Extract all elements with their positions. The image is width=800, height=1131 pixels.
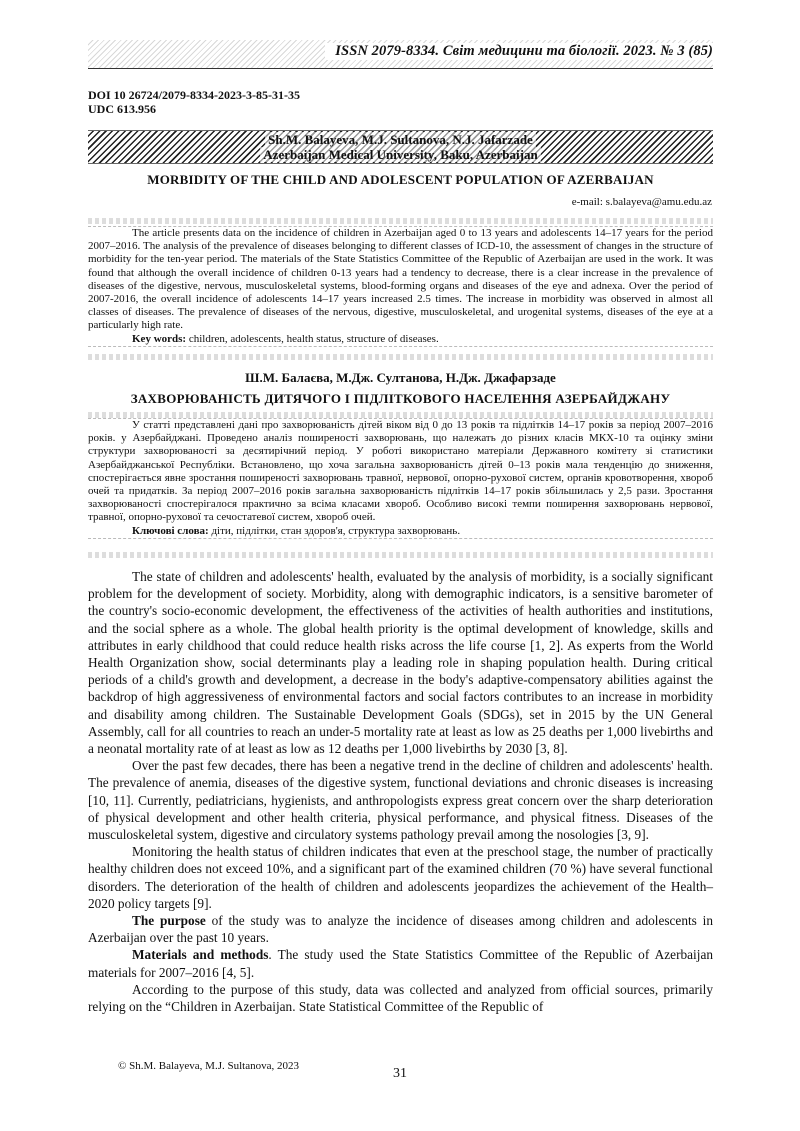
keywords-en: [88, 333, 713, 346]
keywords-ua: [88, 525, 713, 538]
abstract-en: [88, 226, 713, 347]
article-title-ua: ЗАХВОРЮВАНІСТЬ ДИТЯЧОГО І ПІДЛІТКОВОГО НАСЕЛЕННЯ АЗЕРБАЙДЖАНУ: [130, 391, 671, 406]
running-header: [88, 40, 713, 69]
methods-label: Materials and methods: [132, 947, 269, 963]
body-paragraph: Monitoring the health status of children indicates that even at the preschool stage, the number of practically healthy children does not exceed 10%, and a significant part of the examined children (70 %) have several functional disorders. The deterioration of the health of children and adolescents jeopardizes the achievement of the Health–2020 policy targets [9].: [88, 844, 713, 911]
keywords-ua-label: Ключові слова:: [132, 524, 209, 537]
abstract-ua-text: У статті представлені дані про захворюваність дітей віком від 0 до 13 років та підлітків 14–17 років за період 2007–2016 років. у Азербайджані. Проведено аналіз поширеності захворювань, що належать до різних класів МКХ-10 та оцінку зміни структури захворюваності за десятирічний період. У роботі використано матеріали Державного комітету зі статистики Азербайджанської Республіки. Встановлено, що хоча загальна захворюваність дітей 0–13 років мала тенденцію до зниження, спостерігається явне зростання поширеності захворювань травної, нервової, опорно-рухової систем, органів кровотворення, хвороб очей та придатків. За період 2007–2016 років загальна захворюваність підлітків 14–17 років збільшилась у 2,5 рази. Зростання захворюваності спостерігалося практично за всіма класами хвороб. Особливо високі темпи поширення захворювань нервової, травної, опорно-рухової та сечостатевої систем, хвороб очей.: [88, 419, 713, 524]
doi: DOI 10 26724/2079-8334-2023-3-85-31-35: [88, 88, 300, 102]
affiliation-en: Azerbaijan Medical University, Baku, Azerbaijan: [260, 147, 540, 162]
divider: [88, 552, 713, 558]
article-body: [88, 568, 713, 1015]
abstract-en-text: The article presents data on the incidence of children in Azerbaijan aged 0 to 13 years and adolescents 14–17 years for the period 2007–2016. The analysis of the prevalence of diseases belonging to different classes of ICD-10, the assessment of changes in the structure of morbidity for the ten-year period. The materials of the State Statistics Committee of the Republic of Azerbaijan are used in the work. It was found that although the overall incidence of children 0-13 years had a tendency to decrease, there is a clear increase in the prevalence of diseases of the digestive, nervous, musculoskeletal systems, blood-forming organs and diseases of the eye and adnexa. Over the period of 2007-2016, the overall incidence of adolescents 14–17 years increased 2.5 times. The increase in morbidity was observed in almost all classes of diseases. The prevalence of diseases of the nervous, digestive, musculoskeletal, and urogenital systems, diseases of the eye at a particularly high rate.: [88, 227, 713, 332]
authors-en: Sh.M. Balayeva, M.J. Sultanova, N.J. Jafarzade: [265, 132, 536, 147]
body-paragraph: The purpose of the study was to analyze the incidence of diseases among children and adolescents in Azerbaijan over the past 10 years.: [88, 913, 713, 946]
abstract-ua: [88, 418, 713, 539]
journal-header-text: ISSN 2079-8334. Світ медицини та біології. 2023. № 3 (85): [325, 43, 713, 60]
divider: [88, 354, 713, 360]
divider: [88, 218, 713, 224]
authors-ua: Ш.М. Балаєва, М.Дж. Султанова, Н.Дж. Джафарзаде: [245, 370, 556, 385]
body-paragraph: According to the purpose of this study, data was collected and analyzed from official sources, primarily relying on the “Children in Azerbaijan. State Statistical Committee of the Republic of: [88, 981, 713, 1015]
keywords-en-list: children, adolescents, health status, structure of diseases.: [186, 332, 439, 345]
doi-block: [88, 88, 300, 116]
purpose-label: The purpose: [132, 913, 206, 929]
authors-band-en: [88, 130, 713, 164]
article-title-en: MORBIDITY OF THE CHILD AND ADOLESCENT POPULATION OF AZERBAIJAN: [147, 172, 654, 187]
keywords-en-label: Key words:: [132, 332, 187, 345]
keywords-ua-list: діти, підлітки, стан здоров'я, структура захворювань.: [208, 524, 461, 537]
body-paragraph: Over the past few decades, there has been a negative trend in the decline of children and adolescents' health. The prevalence of anemia, diseases of the digestive system, functional deviations and chronic diseases is increasing [10, 11]. Currently, pediatricians, hygienists, and anthropologists express great concern over the sharp deterioration of physical development and other health criteria, physical performance, and physical fitness. Diseases of the musculoskeletal system, digestive and circulatory systems pathology prevail among the nosologies [3, 9].: [88, 758, 713, 843]
author-email: e-mail: s.balayeva@amu.edu.az: [571, 196, 712, 208]
page-number: 31: [393, 1066, 407, 1081]
body-paragraph: Materials and methods. The study used the State Statistics Committee of the Republic of Azerbaijan materials for 2007–2016 [4, 5].: [88, 947, 713, 980]
udc: UDC 613.956: [88, 102, 156, 116]
body-paragraph: The state of children and adolescents' health, evaluated by the analysis of morbidity, is a socially significant problem for the development of society. Morbidity, along with demographic indicators, is a sensitive barometer of the country's socio-economic development, the effectiveness of the activities of health authorities and institutions, and the social sphere as a whole. The global health priority is the optimal development of knowledge, skills and attributes in early childhood that could reduce health risks across the life course [1, 2]. As experts from the World Health Organization show, social determinants play a leading role in shaping population health. During critical periods of a child's growth and development, a decrease in the body's adaptive-compensatory abilities against the backdrop of high aggressiveness of environmental factors and social factors contributes to an increase in morbidity and disability among children. The Sustainable Development Goals (SDGs), set in 2015 by the UN General Assembly, call for all countries to reach an under-5 mortality rate at least as low as 25 deaths per 1,000 livebirths and a neonatal mortality rate of at least as low as 12 deaths per 1,000 livebirths by 2030 [3, 8].: [88, 569, 713, 757]
copyright: © Sh.M. Balayeva, M.J. Sultanova, 2023: [118, 1060, 299, 1072]
